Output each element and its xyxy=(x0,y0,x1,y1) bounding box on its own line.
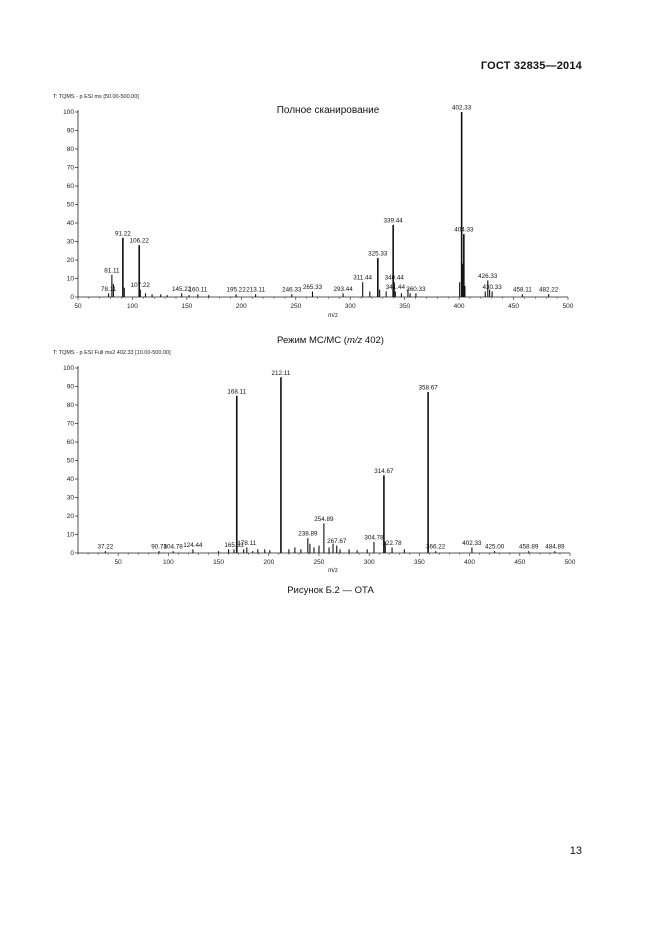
peak-mz-label: 168.11 xyxy=(227,388,247,396)
peak-mz-label: 458.89 xyxy=(519,543,539,551)
y-tick-label: 40 xyxy=(66,220,74,227)
x-tick-label: 350 xyxy=(413,559,425,566)
peak-mz-label: 458.11 xyxy=(512,286,532,294)
peak-mz-label: 104.78 xyxy=(163,543,183,551)
peak-mz-label: 360.33 xyxy=(406,285,426,293)
x-tick-label: 50 xyxy=(114,559,122,566)
x-tick-label: 250 xyxy=(290,303,302,310)
peak-mz-label: 325.33 xyxy=(368,250,388,258)
peak-mz-label: 402.33 xyxy=(462,539,482,547)
x-axis-label: m/z xyxy=(328,313,338,319)
peak-mz-label: 366.22 xyxy=(426,543,446,551)
y-tick-label: 50 xyxy=(66,457,74,465)
peak-mz-label: 124.44 xyxy=(183,541,203,549)
peak-mz-label: 160.11 xyxy=(188,286,208,294)
peak-mz-label: 165.33 xyxy=(224,541,244,549)
x-tick-label: 450 xyxy=(508,303,519,310)
y-tick-label: 20 xyxy=(66,513,74,520)
peak-mz-label: 91.22 xyxy=(115,230,131,238)
peak-mz-label: 311.44 xyxy=(353,274,373,282)
y-tick-label: 60 xyxy=(66,183,74,190)
x-tick-label: 150 xyxy=(213,559,225,566)
caption-part: 402) xyxy=(362,335,384,346)
peak-mz-label: 90.78 xyxy=(151,543,167,551)
y-tick-label: 50 xyxy=(66,201,74,209)
x-tick-label: 400 xyxy=(464,559,476,566)
peak-mz-label: 340.44 xyxy=(384,274,404,282)
x-tick-label: 200 xyxy=(235,303,247,310)
document-standard-header: ГОСТ 32835—2014 xyxy=(480,60,582,72)
x-tick-label: 500 xyxy=(562,303,574,310)
x-tick-label: 300 xyxy=(363,559,375,566)
chart-header-label: T: TQMS - p ESI ms [50.00-500.00] xyxy=(53,94,139,100)
y-tick-label: 90 xyxy=(66,383,74,391)
peak-mz-label: 178.11 xyxy=(237,539,257,547)
peak-mz-label: 145.22 xyxy=(172,285,192,293)
y-tick-label: 60 xyxy=(66,439,74,446)
peak-mz-label: 304.78 xyxy=(364,534,384,542)
peak-mz-label: 293.44 xyxy=(333,285,353,293)
peak-mz-label: 402.33 xyxy=(452,104,472,112)
y-tick-label: 20 xyxy=(66,257,74,264)
x-axis-label: m/z xyxy=(328,568,338,574)
peak-mz-label: 81.11 xyxy=(104,267,120,275)
peak-mz-label: 426.33 xyxy=(478,272,498,280)
peak-mz-label: 314.67 xyxy=(374,467,394,475)
x-tick-label: 500 xyxy=(564,559,576,566)
peak-mz-label: 212.11 xyxy=(271,369,291,377)
y-tick-label: 10 xyxy=(66,275,74,283)
peak-mz-label: 341.44 xyxy=(385,283,405,291)
peak-mz-label: 322.78 xyxy=(382,539,402,547)
peak-mz-label: 238.89 xyxy=(298,530,318,538)
y-tick-label: 0 xyxy=(70,550,74,557)
peak-mz-label: 195.22 xyxy=(226,286,246,294)
y-tick-label: 70 xyxy=(66,420,74,428)
x-tick-label: 250 xyxy=(313,559,325,566)
y-tick-label: 40 xyxy=(66,476,74,483)
peak-mz-label: 430.33 xyxy=(482,283,502,291)
peak-mz-label: 267.67 xyxy=(327,538,347,546)
y-tick-label: 0 xyxy=(70,294,74,301)
y-tick-label: 80 xyxy=(66,402,74,409)
peak-mz-label: 107.22 xyxy=(130,282,150,290)
x-tick-label: 200 xyxy=(263,559,275,566)
x-tick-label: 450 xyxy=(514,559,526,566)
x-tick-label: 400 xyxy=(453,303,465,310)
peak-mz-label: 484.89 xyxy=(545,543,565,551)
x-tick-label: 300 xyxy=(344,303,356,310)
y-tick-label: 90 xyxy=(66,127,74,135)
peak-mz-label: 246.33 xyxy=(282,286,302,294)
peak-mz-label: 213.11 xyxy=(246,286,266,294)
peak-mz-label: 425.00 xyxy=(485,543,505,551)
x-tick-label: 100 xyxy=(162,559,174,566)
peak-mz-label: 78.11 xyxy=(100,285,117,293)
peak-mz-label: 265.33 xyxy=(302,283,323,291)
peak-mz-label: 482.22 xyxy=(539,286,559,294)
page-number: 13 xyxy=(569,845,582,857)
peak-mz-label: 339.44 xyxy=(383,217,403,225)
y-tick-label: 70 xyxy=(66,164,74,172)
y-tick-label: 80 xyxy=(66,146,74,153)
peak-mz-label: 37.22 xyxy=(97,543,114,551)
peak-mz-label: 106.22 xyxy=(129,237,149,245)
y-tick-label: 100 xyxy=(63,109,74,116)
x-tick-label: 50 xyxy=(74,303,82,310)
y-tick-label: 10 xyxy=(66,531,74,539)
y-tick-label: 30 xyxy=(66,494,74,502)
chart-header-label: T: TQMS - p ESI Full ms2 402.33 [10.00-500.00] xyxy=(53,350,171,356)
caption-part-mz: m/z xyxy=(346,335,363,346)
figure-caption: Рисунок Б.2 — ОТА xyxy=(287,585,374,596)
caption-part: Режим МС/МС ( xyxy=(277,335,347,346)
x-tick-label: 150 xyxy=(181,303,193,310)
x-tick-label: 100 xyxy=(127,303,138,310)
peak-mz-label: 254.89 xyxy=(314,515,334,523)
x-tick-label: 350 xyxy=(399,303,411,310)
chart-annotation-title: Полное сканирование xyxy=(276,105,380,116)
y-tick-label: 30 xyxy=(66,238,74,246)
y-tick-label: 100 xyxy=(63,365,74,372)
peak-mz-label: 358.67 xyxy=(418,384,438,392)
peak-mz-label: 404.33 xyxy=(454,226,474,234)
